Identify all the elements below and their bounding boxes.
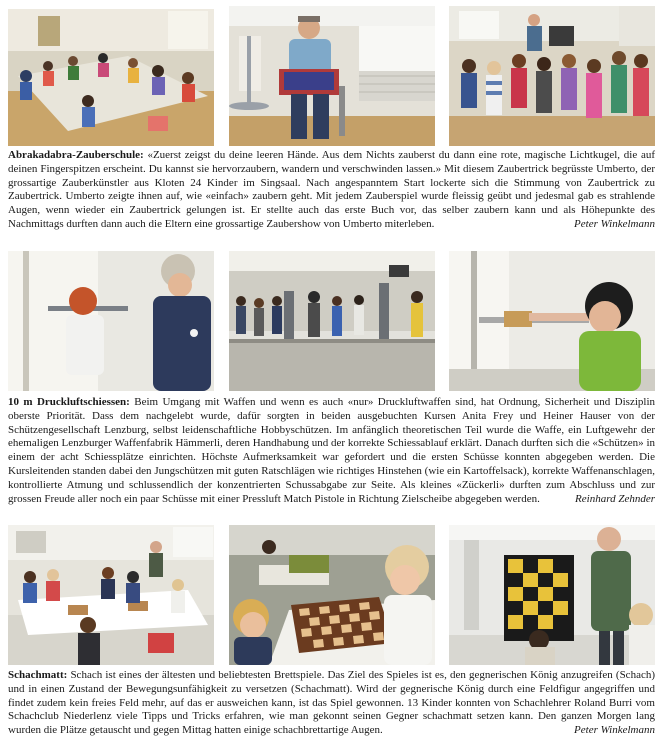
section-magic-school xyxy=(8,149,655,232)
photo-chess-classroom xyxy=(8,525,214,665)
section-body: «Zuerst zeigst du deine leeren Hände. Aus dem Nichts zauberst du dann eine rote, magische Lichtkugel, die auf deinen Fingerspitzen erscheint. Du kannst sie hervorzaubern, wandern und verschwinden lassen.» Mit diesem Zaubertrick begrüsste Umberto, der grossartige Zauberkünstler aus Kloten 24 Kinder im Singsaal. Nach angespanntem Start lockerte sich die Stimmung von Zaubertrick zu Zaubertrick. Umberto zeigte ihnen auf, wie «einfach» zaubern geht. Mit jedem Zauberspiel wurde fleissig geübt und jedesmal gab es strahlende Augen, wenn wieder ein Zaubertrick gelungen ist. Er stellte auch das erste Buch vor, das selber zaubern kann und als Höhepunkte des Nachmittags durften dann auch die Eltern eine grossartige Zaubershow von Umberto miterleben. xyxy=(8,149,655,230)
photo-instructor-with-boy xyxy=(8,251,214,391)
photo-shooting-range xyxy=(229,251,435,391)
section-author: Peter Winkelmann xyxy=(574,217,655,230)
photo-row-magic xyxy=(8,6,655,146)
photo-children-playing-chess xyxy=(229,525,435,665)
photo-row-shooting xyxy=(8,251,655,391)
section-title: Abrakadabra-Zauberschule: xyxy=(8,149,144,161)
section-author: Peter Winkelmann xyxy=(574,724,655,737)
photo-chess-teacher xyxy=(449,525,655,665)
photo-girl-with-pistol xyxy=(449,251,655,391)
section-body: Schach ist eines der ältesten und beliebtesten Brettspiele. Das Ziel des Spieles ist es, den gegnerischen König anzugreifen (Schach) und in einen Zustand der Bewegungsunfähigkeit zu versetzen (Schachmatt). Wird der gegnerische König durch eine Feldfigur angegriffen und findet zudem kein freies Feld mehr, auf das er ausweichen kann, ist das Spiel gewonnen. 13 Kinder konnten von Schachlehrer Roland Burri vom Schachclub Niederlenz viele Tipps und Tricks erfahren, wie man gekonnt seinen Gegner schachmatt setzen kann. Den ganzen Morgen lang wurden die Plätze getauscht und gegen Mittag hatten einige schachbrettartige Augen. xyxy=(8,669,655,737)
photo-row-chess xyxy=(8,525,655,665)
photo-children-watching xyxy=(449,6,655,146)
section-title: Schachmatt: xyxy=(8,669,68,681)
photo-magician xyxy=(229,6,435,146)
section-chess xyxy=(8,669,655,738)
section-body: Beim Umgang mit Waffen und wenn es auch «nur» Druckluftwaffen sind, hat Ordnung, Sicherheit und Disziplin oberste Priorität. Dass dem nachgelebt wurde, dafür sorgten in beiden ausgebuchten Kursen Anita Frey und Heiner Hauser von der Schützengesellschaft Lenzburg, selbst leidenschaftliche Hobbyschützen. Im anfänglich theoretischen Teil wurde die Waffe, ein Luftgewehr der ehemaligen Lenzburger Waffenfabrik Hämmerli, deren Handhabung und der korrekte Schiessablauf erklärt. Danach durften sich die «Schützen» in einem der acht Schiessplätze einrichten. Höchste Aufmerksamkeit war gefordert und die ersten Schüsse konnten abgegeben werden. Die Kursleitenden standen dabei den Jungschützen mit guten Ratschlägen wie richtiges Hinstehen (wie ein Kartoffelsack), korrekte Waffenanschlagen, kontrollierte Atmung und schlussendlich der konzentrierten Schussabgabe zur Seite. Als kleines «Zückerli» durften zum Abschluss und zur grossen Freude aller noch ein paar Schüsse mit einer Pressluft Match Pistole in Richtung Zielscheibe abgegeben werden. xyxy=(8,396,655,505)
photo-classroom-children xyxy=(8,6,214,146)
section-title: 10 m Druckluftschiessen: xyxy=(8,396,130,408)
section-air-gun-shooting xyxy=(8,396,655,506)
section-author: Reinhard Zehnder xyxy=(575,492,655,505)
